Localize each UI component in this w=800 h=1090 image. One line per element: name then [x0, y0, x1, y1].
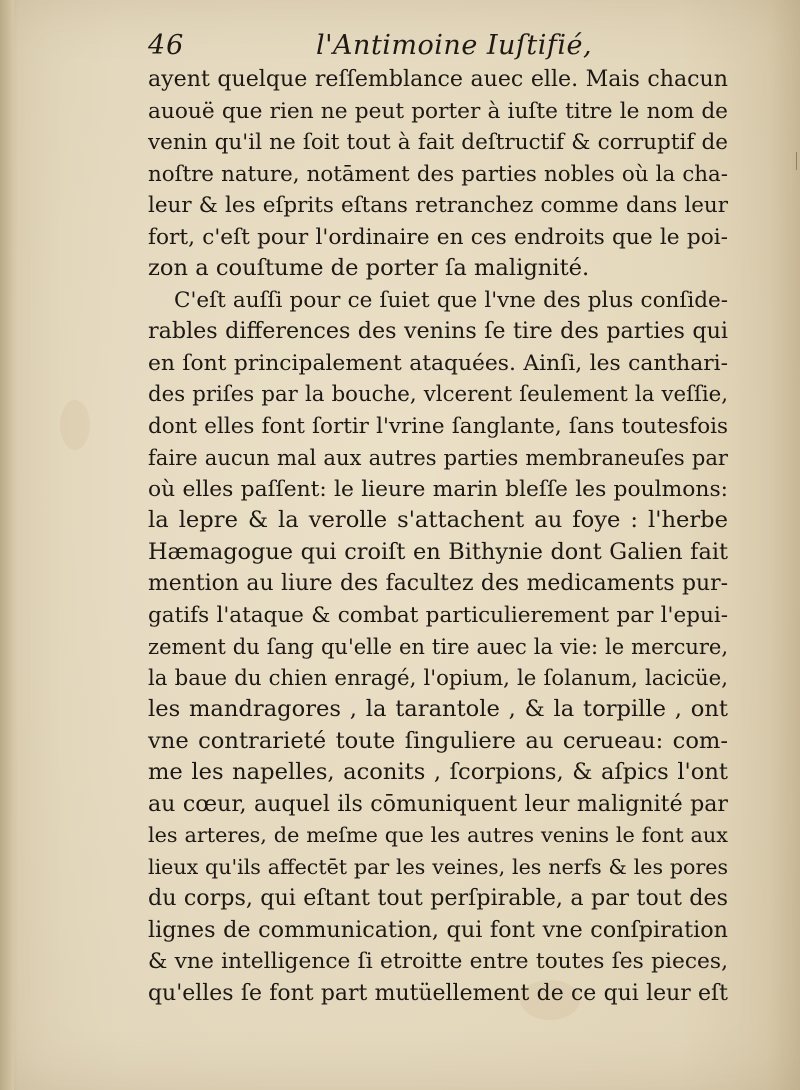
text-line: zement du ſang qu'elle en tire auec la vie: le mercure, — [148, 634, 728, 659]
text-line: ayent quelque reſſemblance auec elle. Mais chacun — [148, 66, 728, 92]
text-line: la lepre & la verolle s'attachent au foye : l'herbe — [148, 507, 728, 533]
text-line: leur & les eſprits eſtans retranchez comme dans leur — [148, 193, 728, 218]
paragraph-first-line: C'eſt auſſi pour ce ſuiet que l'vne des plus conſide- — [174, 287, 728, 313]
text-line: les arteres, de meſme que les autres venins le font aux — [148, 823, 728, 847]
margin-mark — [786, 152, 797, 170]
text-line: Hæmagogue qui croiſt en Bithynie dont Galien fait — [148, 538, 728, 565]
text-line: la baue du chien enragé, l'opium, le ſolanum, lacicüe, — [148, 665, 728, 691]
paragraph-last-line: zon a couſtume de porter ſa malignité. — [148, 255, 590, 281]
text-line: rables differences des venins ſe tire des parties qui — [148, 318, 728, 344]
text-line: gatifs l'ataque & combat particulierement par l'epui- — [148, 602, 728, 628]
text-line: venin qu'il ne ſoit tout à fait deſtructif & corruptif de — [148, 130, 728, 155]
text-line: qu'elles ſe font part mutüellement de ce qui leur eſt — [148, 980, 728, 1006]
text-line: faire aucun mal aux autres parties membraneuſes par — [148, 445, 728, 470]
text-line: & vne intelligence ſi etroitte entre toutes ſes pieces, — [148, 949, 728, 974]
text-line: me les napelles, aconits , ſcorpions, & aſpics l'ont — [148, 759, 728, 785]
paper-stain — [60, 400, 90, 450]
text-line: auouë que rien ne peut porter à iuſte titre le nom de — [148, 98, 728, 124]
text-line: vne contrarieté toute ſinguliere au cerueau: com- — [148, 727, 728, 754]
text-line: au cœur, auquel ils cōmuniquent leur malignité par — [148, 790, 728, 817]
text-line: noſtre nature, notāment des parties nobles où la cha- — [148, 161, 728, 187]
body-text — [148, 64, 728, 1009]
text-line: du corps, qui eſtant tout perſpirable, a par tout des — [148, 885, 728, 911]
text-line: des priſes par la bouche, vlcerent ſeulement la veſſie, — [148, 382, 728, 407]
text-line: les mandragores , la tarantole , & la torpille , ont — [148, 696, 728, 722]
text-line: lignes de communication, qui font vne conſpiration — [148, 916, 728, 943]
text-line: en ſont principalement ataquées. Ainſi, les canthari- — [148, 350, 728, 376]
text-line: mention au liure des facultez des medicaments pur- — [148, 571, 728, 596]
text-line: dont elles font ſortir l'vrine ſanglante, ſans toutesfois — [148, 413, 728, 439]
text-line: fort, c'eſt pour l'ordinaire en ces endroits que le poi- — [148, 224, 728, 250]
text-line: lieux qu'ils affectēt par les veines, les nerfs & les pores — [148, 854, 728, 879]
running-title: l'Antimoine Iuſtifié, — [316, 30, 593, 61]
page-gutter-edge — [0, 0, 14, 1090]
page-number: 46 — [148, 30, 185, 61]
text-line: où elles paſſent: le lieure marin bleſſe les poulmons: — [148, 476, 728, 502]
